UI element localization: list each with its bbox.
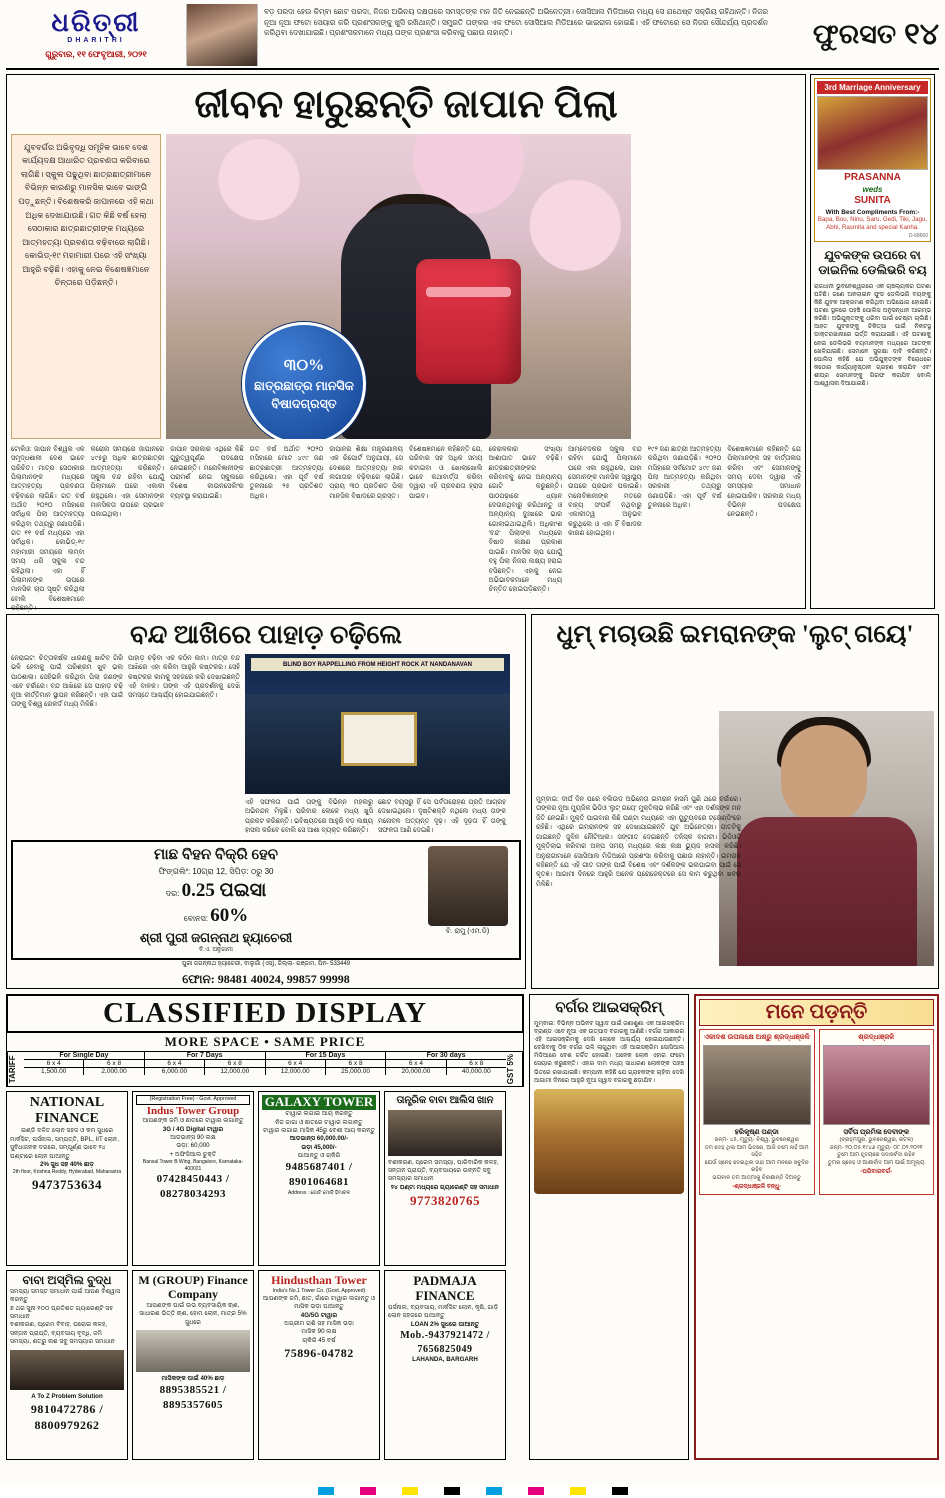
ad-line: ଭଡ଼ା: 60,000 bbox=[176, 1142, 210, 1150]
tariff-label: TARIFF bbox=[7, 1052, 24, 1086]
obituary-title: ମନେ ପଡ଼ନ୍ତି bbox=[699, 999, 934, 1026]
fish-ad-portrait bbox=[428, 846, 508, 926]
ad-line: ଭଡ଼ା 45,000/- bbox=[301, 1143, 337, 1151]
color-patch-cyan bbox=[486, 1487, 502, 1495]
color-patch-yellow bbox=[402, 1487, 418, 1495]
top-right-column: ବିଶେଷଜ୍ଞମାନେ କହିଛନ୍ତି ଯେ ପିଲାମାନଙ୍କ ସହ ବାର୍ତ୍ତାଳାପ କରିବା ଏବଂ ସେମାନଙ୍କୁ ସମୟ ଦେବା ଦ୍ୱାରା ଏହି ସମସ୍ୟାର ସମାଧାନ ହୋଇପାରିବ। ସରକାର ମଧ୍ୟ ବିଭିନ୍ନ ପଦକ୍ଷେପ ନେଇଛନ୍ତି। bbox=[727, 445, 801, 519]
ad-address: Bansal Tower B Wing, Bangalore, Karnataka-400021 bbox=[142, 1158, 244, 1172]
obituary-section bbox=[694, 994, 939, 1460]
tariff-rate: 2,000.00 bbox=[84, 1068, 144, 1075]
color-patch-yellow bbox=[570, 1487, 586, 1495]
classified-ad[interactable] bbox=[258, 1270, 380, 1460]
ad-phone[interactable]: 9810472786 / 8800979262 bbox=[30, 1401, 104, 1433]
gst-note: GST 5% bbox=[506, 1052, 523, 1086]
anniversary-from: Bapa, Bou, Ninu, Saru, Gedi, Tiki, Jagu, Abhi, Rasmita and special Kanha. bbox=[817, 216, 928, 232]
ad-line: ପାଆନ୍ତୁ ଓ ଚାକିରି bbox=[297, 1151, 341, 1159]
tariff-rate: 12,000.00 bbox=[205, 1068, 265, 1075]
ad-badge: (Registration Free) - Govt. Approved bbox=[136, 1095, 250, 1104]
ad-line: ଇଣ୍ଡି ଦଳିତ ଲୋନ ସହଜ ଓ କମ ସୁଧରେ bbox=[20, 1127, 114, 1135]
masthead-actress-photo bbox=[186, 4, 258, 66]
obituary-name: ହରିକୃଷ୍ଣ ପଣ୍ଡା bbox=[734, 1128, 779, 1137]
obituary-portrait bbox=[703, 1045, 811, 1125]
tariff-rate: 12,000.00 bbox=[266, 1068, 326, 1075]
top-right-column: ୧୯୨ ଜଣ ଛାତ୍ରୀ ଆତ୍ମହତ୍ୟା କରିଥିବା ଜଣାପଡ଼ିଛି। ୨୦୨୦ ମସିହାରେ ସର୍ବମୋଟ ୪୯୯ ଜଣ ପିଲା ଆତ୍ମହତ୍ୟା କରିଥିବା ସରକାରୀ ତଥ୍ୟରୁ ଜଣାପଡ଼ିଛି। ଏହା ପୂର୍ବ ବର୍ଷ ତୁଳନାରେ ଅଧିକ। bbox=[647, 445, 722, 509]
lead-column: ଗତ ବର୍ଷ ଅର୍ଥାତ ୨୦୨୦ ମସିହାରେ ମୋଟ ୪୯୯ ଜଣ ଛାତ୍ରଛାତ୍ରୀ ଆତ୍ମହତ୍ୟା କରିଥିଲେ। ଏହା ପୂର୍ବ ବର୍ଷ ତୁଳନାରେ ୨୫ ପ୍ରତିଶତ ଅଧିକ। bbox=[249, 445, 324, 500]
middle-section bbox=[6, 614, 939, 989]
logo-text: ଧରିତ୍ରୀ bbox=[51, 8, 141, 37]
classified-ad[interactable] bbox=[6, 1270, 128, 1460]
ad-code: D-68660 bbox=[908, 232, 928, 239]
lead-photo bbox=[166, 134, 631, 439]
obituary-line: ତୁମର ସ୍ନେହ ଓ ଆଶୀର୍ବାଦ ଆମ ପାଇଁ ଅମୂଲ୍ୟ bbox=[827, 1159, 925, 1166]
ad-line: 2% ସୁଧ ସହ 40% ଛାଡ଼ bbox=[40, 1160, 94, 1168]
photo-detail-certificate bbox=[341, 712, 417, 766]
lead-column: ବିଶେଷଜ୍ଞମାନେ କହିଛନ୍ତି ଯେ, ପରିବାର ସହ ଅଧିକ ସମୟ କଟାଇବା ଓ ଖୋଲାଖୋଲି ଭାବେ କଥାବାର୍ତ୍ତା କରିବା ଦ୍ୱାରା ଏହି ପ୍ରବଣତା ହ୍ରାସ ପାଇବ। bbox=[408, 445, 483, 500]
issue-date: ଗୁରୁବାର, ୧୧ ଫେବୃଆରୀ, ୨୦୨୧ bbox=[45, 49, 147, 59]
classified-subtitle: MORE SPACE • SAME PRICE bbox=[6, 1033, 524, 1052]
photo-detail-backpack bbox=[416, 259, 521, 384]
newspaper-logo bbox=[6, 4, 186, 66]
lead-intro-box: ଯୁବବର୍ଗର ଅଭିବୃଦ୍ଧି ସମୂହିକ ଭାବେ ଦେଶ କାର୍ଯ୍ୟଦକ୍ଷ ଆଧାରିତ ପ୍ରବଣତା କରିବାରେ ଲାଗିଛି। ସ୍କୁଲ ପଢୁଥିବା ଛାତ୍ରଛାତ୍ରୀମାନେ ବିଭିନ୍ନ କାରଣରୁ ମାନସିକ ଭାବେ ଭାଙ୍ଗି ପଡ଼ୁଛନ୍ତି। ବିଶେଷକରି ଜାପାନରେ ଏହି କଥା ଅଧିକ ଦେଖାଯାଉଛି। ଗତ କିଛି ବର୍ଷ ହେଲା ସେଠାକାର ଛାତ୍ରଛାତ୍ରୀଙ୍କ ମଧ୍ୟରେ ଆତ୍ମହତ୍ୟା ପ୍ରବଣତା ବଢ଼ିବାରେ ଲାଗିଛି। କୋଭିଡ୍‌-୧୯ ମହାମାରୀ ପରେ ଏହି ସଂଖ୍ୟା ଆହୁରି ବଢ଼ିଛି। ଏହାକୁ ନେଇ ବିଶେଷଜ୍ଞମାନେ ଚିନ୍ତାରେ ପଡ଼ିଛନ୍ତି। bbox=[11, 134, 161, 439]
classified-ad[interactable] bbox=[132, 1270, 254, 1460]
anniversary-weds: weds bbox=[862, 184, 883, 194]
fish-bonus-label: ବୋନସ: bbox=[183, 914, 208, 924]
burger-photo bbox=[534, 1089, 684, 1194]
logo-subtext: DHARITRI bbox=[67, 37, 125, 44]
fish-ad-address: ପୁରୀ ଜଗନ୍ନାଥ ହ୍ୟାଚେରୀ, ବାଲୁଗାଁ (ଏସ୍), ଜିଲ୍ଲା- ଗଞ୍ଜାମ, ପିନ- 533449 bbox=[181, 961, 351, 968]
tariff-size: 6 x 4 bbox=[266, 1060, 326, 1068]
tariff-size: 6 x 4 bbox=[24, 1060, 84, 1068]
burger-headline: ବର୍ଗର ଆଇସକ୍ରିମ୍ bbox=[555, 1000, 663, 1016]
obituary-line: ଭଗବାନ ତମ ଆତ୍ମାକୁ ଚିରଶାନ୍ତି ଦିଅନ୍ତୁ bbox=[712, 1174, 802, 1181]
ad-line: ଟାୱାର ଲଗାଇ ଆୟ କରନ୍ତୁ bbox=[285, 1110, 353, 1118]
ad-line: A To Z Problem Solution bbox=[31, 1392, 103, 1400]
lead-column-side: ଟୋକିଓ: ଜାପାନ ବିଶ୍ୱର ଏକ ସମୃଦ୍ଧଶାଳୀ ଦେଶ ଭାବେ ପରିଚିତ। ମାତ୍ର ସେଠାକାର ପିଲାମାନଙ୍କ ମଧ୍ୟରେ ଆତ୍ମହତ୍ୟା ପ୍ରବଣତା ବଢ଼ିବାରେ ଲାଗିଛି। ଗତ ବର୍ଷ ଅର୍ଥାତ ୨୦୨୦ ମସିହାରେ ସର୍ବାଧିକ ପିଲା ଆତ୍ମହତ୍ୟା କରିଥିବା ତଥ୍ୟରୁ ଜଣାପଡ଼ିଛି। ଗତ ୧୧ ବର୍ଷ ମଧ୍ୟରେ ଏହା ସର୍ବାଧିକ। କୋଭିଡ୍‌-୧୯ ମହାମାରୀ ସମୟରେ ଲମ୍ବା ସମୟ ଧରି ସ୍କୁଲ ବନ୍ଦ ରହିଥିଲା। ଏହା ହିଁ ପିଲାମାନଙ୍କ ଉପରେ ମାନସିକ ଚାପ ସୃଷ୍ଟି କରିଥିଲା ବୋଲି ବିଶେଷଜ୍ଞମାନେ କହିଛନ୍ତି। bbox=[11, 445, 85, 612]
ad-line: ନିଜ ଜାଗା ଓ ଛାତରେ ଟାୱାର ଲଗାନ୍ତୁ bbox=[275, 1118, 363, 1126]
masthead-brief: ବଡ଼ ପରଦା ହେଉ କିମ୍ବା ଛୋଟ ପରଦା, ନିଜର ଅଭିନୟ ଦକ୍ଷତାରେ ସମସ୍ତଙ୍କ ମନ ଜିତି ନେଇଛନ୍ତି ଅଭିନେତ୍ରୀ। ସୋସିଆଲ ମିଡିଆରେ ମଧ୍ୟ ସେ ଯଥେଷ୍ଟ ସକ୍ରିୟ ରହିଥାନ୍ତି। ନିଜର ନୂଆ ନୂଆ ଫଟୋ ସେୟାର କରି ପ୍ରଶଂସକଙ୍କୁ ଖୁସି ରଖିଥାନ୍ତି। ସମ୍ପ୍ରତି ତାଙ୍କର ଏକ ଫଟୋ ସୋସିଆଲ ମିଡିଆରେ ଭାଇରାଲ ହୋଇଛି। ଏହି ଫଟୋରେ ସେ ନିଜର ସୌନ୍ଦର୍ଯ୍ୟ ପ୍ରଦର୍ଶନ କରିଥିବା ଦେଖାଯାଇଛି। ପ୍ରଶଂସକମାନେ ମଧ୍ୟ ତାଙ୍କ ପ୍ରଶଂସା କରିବାକୁ ପଛାଉ ନାହାନ୍ତି। bbox=[264, 7, 768, 38]
page-number: ୧୪ bbox=[904, 18, 939, 51]
ad-phone[interactable]: 75896-04782 bbox=[284, 1346, 354, 1361]
ad-line: 3G / 4G Digital ଟାୱାର bbox=[162, 1125, 224, 1133]
ad-line: ଟାୱାର ଲଗାଇ ମାସିକ 45ରୁ ବେଶୀ ଆୟ କରନ୍ତୁ bbox=[262, 1126, 375, 1134]
ad-title: PADMAJA FINANCE bbox=[413, 1273, 477, 1304]
mountain-article bbox=[6, 614, 526, 989]
obituary-name: ସର୍ବିତା ପ୍ରମିଳା ଦେବୀଙ୍କ bbox=[843, 1128, 910, 1137]
obituary-card[interactable] bbox=[819, 1029, 935, 1195]
fish-phone-label: ଫୋନ: bbox=[182, 971, 215, 986]
tariff-rate: 1,500.00 bbox=[24, 1068, 84, 1075]
ad-line: ୭ ଥର ସୁନା ୧୦୦ ପ୍ରତିଶତ ଗ୍ୟାରେଣ୍ଟି ସହ ସମାଧାନ bbox=[10, 1304, 114, 1321]
anniversary-compliments: With Best Compliments From:- bbox=[825, 209, 920, 216]
ad-line: ଆପଣଙ୍କ ପାଇଁ ଉଭ ବ୍ୟବସାୟିକ ଋଣ, ସାଧାରଣ ଭିତ୍ତି ଋଣ, ହୋମ ଲୋନ, ମାତ୍ର 5% ସୁଧରେ bbox=[139, 1301, 247, 1326]
color-patch-magenta bbox=[528, 1487, 544, 1495]
classified-ad[interactable] bbox=[384, 1091, 506, 1266]
section-title: ଫୁରସତ bbox=[812, 19, 897, 49]
ad-badge: India's No.1 Tower Co. (Govt. Approved) bbox=[272, 1288, 366, 1295]
obituary-line: ଜନ୍ମ- ୨୦.୦୫.୧୯୪୬ ମୃତ୍ୟୁ- ୦୮.୦୨.୨୦୨୧ bbox=[829, 1144, 923, 1151]
ad-title: M (GROUP) Finance Company bbox=[138, 1273, 248, 1302]
lower-section bbox=[6, 994, 939, 1460]
ad-line: ଚାକିରି 45 ବର୍ଷ bbox=[302, 1336, 336, 1344]
obituary-line: ତୁମେ ଆମ ହୃଦୟରେ ସଦାସର୍ବଦା ରହିବ bbox=[837, 1152, 916, 1159]
obituary-footer: -ଶ୍ରଦ୍ଧାଞ୍ଜଳି ବନ୍ଧୁ- bbox=[732, 1184, 782, 1191]
stat-bubble bbox=[242, 322, 366, 439]
tariff-period: For 30 days bbox=[386, 1052, 506, 1060]
side-story-headline: ଯୁବକଙ୍କ ଉପରେ ବା ଡାଇନିଲ ଡେଲିଭରି ବୟ bbox=[818, 247, 927, 278]
mountain-column: ଛୋଟ ବୟସରୁ ହିଁ ସେ ପର୍ବତାରୋହଣ ପ୍ରତି ଆଗ୍ରହ ଦେଖାଇଥିଲେ। ଦୃଷ୍ଟିଶକ୍ତି ନଥିଲେ ମଧ୍ୟ ତାଙ୍କ ମନୋବଳ ଅତ୍ୟନ୍ତ ଦୃଢ଼। ଏହି ଦୃଢ଼ତା ହିଁ ତାଙ୍କୁ ସଫଳତା ଆଣି ଦେଇଛି। bbox=[378, 799, 506, 834]
ad-illustration bbox=[136, 1330, 250, 1372]
ad-title: Indus Tower Group bbox=[146, 1104, 240, 1117]
fish-rate-label: ଦର: bbox=[165, 889, 180, 899]
ad-title: Hindusthan Tower bbox=[271, 1273, 367, 1288]
tariff-size: 6 x 8 bbox=[326, 1060, 386, 1068]
ad-address: 2th floor, Krishna Reddy, Hyderabad, Maharastra bbox=[12, 1169, 122, 1176]
obituary-top-text: ଶ୍ରଦ୍ଧାଞ୍ଜଳି bbox=[858, 1034, 895, 1041]
photo-detail-face bbox=[781, 725, 867, 825]
anniversary-ad[interactable] bbox=[814, 78, 931, 242]
ad-line: ଆପଣଙ୍କ ଜମି, ଛାତ, ଗାଁରେ ଟାୱାର ଲଗାନ୍ତୁ ଓ ମାସିକ ଭଡ଼ା ପାଆନ୍ତୁ bbox=[262, 1295, 376, 1311]
tariff-size: 6 x 8 bbox=[447, 1060, 506, 1068]
tariff-size: 6 x 4 bbox=[145, 1060, 205, 1068]
ad-line: ବଶୀକରଣ, ପ୍ରେମ ସମସ୍ୟା, ପାରିବାରିକ କଳହ, ସନ୍ତାନ ପ୍ରାପ୍ତି, ବ୍ୟବସାୟରେ ଉନ୍ନତି ସବୁ ସମସ୍ୟାର ସମାଧାନ bbox=[388, 1158, 499, 1183]
side-story-body: ରାଜଧାନୀ ଭୁବନେଶ୍ୱରରେ ଏକ ଚାଞ୍ଚଲ୍ୟକର ଘଟଣା ଘଟିଛି। ଜଣେ ଅନଲାଇନ ଫୁଡ ଡେଲିଭରି ବୟଙ୍କୁ କିଛି ଯୁବକ ଆକ୍ରମଣ କରିଥିବା ଅଭିଯୋଗ ହୋଇଛି। ଘଟଣା ସ୍ଥଳରେ ପହଞ୍ଚି ପୋଲିସ ଅନୁସନ୍ଧାନ ଆରମ୍ଭ କରିଛି। ଅଭିଯୁକ୍ତଙ୍କୁ ଧରିବା ପାଇଁ ଚେଷ୍ଟା ଚାଲିଛି। ଆହତ ଯୁବକଙ୍କୁ ଚିକିତ୍ସା ପାଇଁ ନିକଟସ୍ଥ ଡାକ୍ତରଖାନାରେ ଭର୍ତ୍ତି କରାଯାଇଛି। ଏହି ଘଟଣାକୁ ନେଇ ଡେଲିଭରି ବୟମାନଙ୍କ ମଧ୍ୟରେ ଆତଙ୍କ ଖେଳିଯାଇଛି। ସେମାନେ ସୁରକ୍ଷା ଦାବି କରିଛନ୍ତି। ପୋଲିସ କହିଛି ଯେ ଅଭିଯୁକ୍ତଙ୍କ ବିରୋଧରେ କଠୋର କାର୍ଯ୍ୟାନୁଷ୍ଠାନ ଗ୍ରହଣ କରାଯିବ ଏବଂ ଶୀଘ୍ର ସେମାନଙ୍କୁ ଗିରଫ କରାଯିବ ବୋଲି ଆଶ୍ୱାସନା ଦିଆଯାଇଛି। bbox=[814, 283, 931, 388]
anniversary-photo bbox=[817, 96, 928, 170]
ad-line: ମାସିକ 90 ଲକ୍ଷ bbox=[301, 1328, 337, 1336]
ad-line: ମାର୍କସିଟ, ପର୍ସନାଲ, ସମ୍ପତ୍ତି, BPL, IIT ଲୋନ, ସୁବିଧାଜନକ ଦରରେ, ସମ୍ପୂର୍ଣ୍ଣ ଭାବେ ୨୪ ଘଣ୍ଟାରେ ଲୋନ ପାଆନ୍ତୁ bbox=[10, 1135, 119, 1160]
tariff-table bbox=[6, 1052, 524, 1087]
tariff-rate: 20,000.00 bbox=[386, 1068, 446, 1075]
mountain-photo bbox=[245, 654, 510, 794]
ad-portrait bbox=[10, 1350, 124, 1390]
ad-line: ମାସିକଙ୍କ ପାଇଁ 40% ଛାଡ଼ bbox=[161, 1374, 225, 1382]
ad-portrait bbox=[388, 1110, 502, 1156]
ad-phone[interactable]: 9485687401 / 8901064681 bbox=[285, 1161, 353, 1189]
color-patch-cyan bbox=[318, 1487, 334, 1495]
color-patch-black bbox=[444, 1487, 460, 1495]
ad-line: + ଅଫିସିଆଲ ଚୁକ୍ତି bbox=[169, 1150, 217, 1158]
ad-line: ଅଗ୍ରୀମ ରାଶି ସହ ମାସିକ ଭଡ଼ା bbox=[284, 1320, 354, 1328]
ad-line: ଆପଣଙ୍କ ଜମି ଓ ଛାତରେ ଟାୱାର ଲଗାନ୍ତୁ bbox=[142, 1117, 244, 1125]
stat-label: ଛାତ୍ରଛାତ୍ର ମାନସିକ ବିଷାଦଗ୍ରସ୍ତ bbox=[254, 379, 354, 412]
ad-phone[interactable]: 9773820765 bbox=[410, 1193, 480, 1209]
ad-phone[interactable]: 07428450443 / 08278034293 bbox=[156, 1173, 230, 1201]
mountain-column: ପାହାଡ଼ ଚଢ଼ିବା ଏକ କଠିନ କାମ। ମାତ୍ର ବନ୍ଦ ଆଖିରେ ଏହା କରିବା ଆହୁରି କଷ୍ଟକର। ସେହି କଷ୍ଟକର କାମକୁ ସହଜରେ କରି ଦେଖାଇଛନ୍ତି ଏହି ବାଳକ। ତାଙ୍କ ଏହି ପ୍ରଦର୍ଶନକୁ ଦେଖି ସମସ୍ତେ ଆଶ୍ଚର୍ଯ୍ୟ ହୋଇଯାଇଛନ୍ତି। bbox=[128, 655, 240, 700]
burger-article bbox=[529, 994, 689, 1460]
lower-right bbox=[529, 994, 939, 1460]
obituary-dates: (ବ୍ରହ୍ମପୁର, ଭୁବନେଶ୍ୱର, କଟକ) bbox=[839, 1137, 913, 1144]
burger-body: ମୁମ୍ବାଇ: ବିଭିନ୍ନ ଅଭିନବ ସ୍ୱାଦ ପାଇଁ ଜଣାଶୁଣା ଏକ ଆଇସକ୍ରିମ ବ୍ରାଣ୍ଡ ଏବେ ନୂଆ ଏକ ଉତ୍ପାଦ ବଜାରକୁ ଆଣିଛି। ବର୍ଗର ଆକାରର ଏହି ଆଇସକ୍ରିମକୁ ଦେଖି ଲୋକେ ଆଶ୍ଚର୍ଯ୍ୟ ହୋଇଯାଉଛନ୍ତି। ଦେଖିବାକୁ ଠିକ ବର୍ଗର ଭଳି ଲାଗୁଥିବା ଏହି ଆଇସକ୍ରିମ ସୋସିଆଲ ମିଡିଆରେ ବେଶ ଚର୍ଚ୍ଚିତ ହୋଇଛି। ଅନେକ ଲୋକ ଏହାର ଫଟୋ ସେୟାର କରୁଛନ୍ତି। ଏହାର ଦାମ ମଧ୍ୟ ସାଧାରଣ ଲୋକଙ୍କ ପହଞ୍ଚ ଭିତରେ ରଖାଯାଇଛି। କମ୍ପାନୀ କହିଛି ଯେ ଗ୍ରାହକଙ୍କ ଚାହିଦା ଦେଖି ଆଗାମୀ ଦିନରେ ଆହୁରି ନୂଆ ସ୍ୱାଦ ବଜାରକୁ ଛଡ଼ାଯିବ। bbox=[534, 1021, 684, 1084]
top-right-column: କେରାଳକାର ସଂଖ୍ୟା ଆଶାଘାତ ଭାବେ ବଢ଼ିଛି। ଛାତ୍ରଛାତ୍ରୀଙ୍କର କରିବାବକୁ ନେଇ ଅନ୍ୟାନ୍ୟ ଗୋଟି କରୁଛନ୍ତି। ପାଠପଢ଼ାରେ ଧ୍ୟାନ ଦେଉନଥିବାରୁ କରିଥାନ୍ତୁ ଓ ଅନ୍ୟାନ୍ୟ ଦୁଃଖରେ ଭାର ଗୋଲାଇଥାଇଥିଲି। ଅଧିକାଂଶ 'ବନ୍ଦ' ପିଲାଙ୍କ ମଧ୍ୟରେ ବିଷାଦ ଲକ୍ଷଣ ପ୍ରକାଶ ପାଇଛି। ମାନସିକ ଚାପ ଯୋଗୁଁ ବହୁ ପିଲା ନିଜର ଲକ୍ଷ୍ୟ ହରାଇ ବସିଛନ୍ତି। ଏହାକୁ ନେଇ ଅଭିଭାବକମାନେ ମଧ୍ୟ ଚିନ୍ତିତ ହୋଇପଡ଼ିଛନ୍ତି। bbox=[488, 445, 563, 594]
classified-ad[interactable] bbox=[258, 1091, 380, 1266]
mountain-column: ଏହି ସଫଳତା ପାଇଁ ତାଙ୍କୁ ବିଭିନ୍ନ ମହଲରୁ ଅଭିନନ୍ଦନ ମିଳୁଛି। ପରିବାର ଲୋକେ ମଧ୍ୟ ଖୁସି ପ୍ରକଟ କରିଛନ୍ତି। ଭବିଷ୍ୟତରେ ଆହୁରି ବଡ଼ ଲକ୍ଷ୍ୟ ହାସଲ କରିବେ ବୋଲି ସେ ଆଶା ବ୍ୟକ୍ତ କରିଛନ୍ତି। bbox=[245, 799, 373, 834]
tariff-size: 6 x 8 bbox=[84, 1060, 144, 1068]
top-section bbox=[6, 74, 939, 612]
fish-phone-number: 98481 40024, 99857 99998 bbox=[217, 971, 350, 986]
fish-person: ବି.ଏ. ଅନୁଗାମୀ bbox=[199, 947, 233, 954]
fish-ad-phone bbox=[11, 972, 521, 987]
lead-headline: ଜୀବନ ହାରୁଛନ୍ତି ଜାପାନ ପିଲା bbox=[194, 83, 618, 126]
ad-phone[interactable]: Mob.-9437921472 / 7656825049 bbox=[400, 1330, 490, 1355]
classified-ad[interactable] bbox=[132, 1091, 254, 1266]
tariff-rate: 6,000.00 bbox=[145, 1068, 205, 1075]
photo-detail-tshirt bbox=[737, 817, 917, 966]
ad-title: ବାବା ଅସ୍‌ମିଲ ବୁଦ୍ଧ bbox=[22, 1273, 112, 1288]
stat-percent: ୩୦% bbox=[283, 357, 325, 375]
imran-headline: ଧୁମ୍ ମଚାଉଛି ଇମରାନଙ୍କ 'ଲୁଟ୍ ଗୟେ' bbox=[556, 621, 914, 648]
ad-line: LOAN 2% ସୁଧରେ ପାଆନ୍ତୁ bbox=[410, 1320, 480, 1328]
classified-ads-grid bbox=[6, 1091, 524, 1460]
obituary-line: ତମ ଦେହ ଥିଲା ଆମ ଭିତରେ, ଆଜି ତମେ ନାହଁ ଆମ ସହିତ bbox=[704, 1144, 809, 1159]
anniversary-bride: SUNITA bbox=[854, 194, 891, 206]
top-right-column: ଆମ୍ବେଦକର ସ୍କୁଲ ବନ୍ଦ ରହିବା ଯୋଗୁଁ ପିଲାମାନେ ଘରେ ଏକା ରହୁଥିଲେ, ଯାହା ସେମାନଙ୍କ ମାନସିକ ସ୍ୱାସ୍ଥ୍ୟ ଉପରେ ପ୍ରଭାବ ପକାଇଛି। ମନୋବିଜ୍ଞାନୀଙ୍କ ମତରେ ବାହ୍ୟ ସଂପର୍କ ନଥିବାରୁ ଏକାକୀତ୍ୱ ଅନୁଭବ କରୁଥିଲେ ଓ ଏହା ହିଁ ବିଷାଦର କାରଣ ହୋଇଥିଲା। bbox=[568, 445, 642, 538]
lead-column: ଜାପାନର ଶିକ୍ଷା ମନ୍ତ୍ରଣାଳୟ ଏକ ରିପୋର୍ଟ ଅନୁଯାୟୀ, ସେ ଦେଶରେ ଆତ୍ମହତ୍ୟା ହାର ଲଗାତାର ବଢ଼ିବାରେ ଲାଗିଛି। ପ୍ରାୟ ୩୦ ପ୍ରତିଶତ ପିଲା ମାନସିକ ବିଷାଦରେ ଗ୍ରସ୍ତ। bbox=[329, 445, 403, 500]
fish-bonus-value: 60% bbox=[210, 905, 249, 927]
ad-line: ଆଡଭାନ୍ସ 90 ଲକ୍ଷ bbox=[170, 1133, 216, 1141]
top-right-sidebar bbox=[810, 74, 935, 609]
obituary-line: ଯେଉଁ ସ୍ନେହ ଦେଇଥିଲ ତାହା ଆମ ମନରେ ସବୁଦିନ ରହିବ bbox=[704, 1159, 809, 1174]
masthead-right bbox=[774, 4, 939, 66]
lead-body-columns bbox=[11, 445, 801, 613]
fish-seed-ad[interactable] bbox=[11, 840, 521, 960]
color-patch-magenta bbox=[360, 1487, 376, 1495]
mountain-column: ନେରାଇଟ: ଚିତ୍ତାକର୍ଷକ ଧାରଣକୁ ଖାଟିବ ଗିରି ଭଳି ହେବାକୁ ପାଇଁ ପରିଶ୍ରମ ଖୁବ ଭଲ ପାଠଶାଳା। ସେହିଭଳି କରିଥିବା ପିଲା ଜଣଙ୍କ ଏବେ ଚର୍ଚ୍ଚାରେ। ବନ୍ଦ ଆଖିରେ ସେ ପାହାଡ଼ ଚଢ଼ି ନୂଆ କୀର୍ତ୍ତିମାନ ସ୍ଥାପନ କରିଛନ୍ତି। ଏହା ପାଇଁ ତାଙ୍କୁ ବିଶ୍ୱ ରେକର୍ଡ ମଧ୍ୟ ମିଳିଛି। bbox=[11, 655, 123, 709]
masthead bbox=[6, 4, 939, 70]
fish-rate-value: 0.25 ପଇସା bbox=[181, 880, 267, 902]
tariff-size: 6 x 4 bbox=[386, 1060, 446, 1068]
ad-address: Address : ଗୋଟି ମୋବି ହିମାଚଳ bbox=[288, 1190, 350, 1197]
obituary-top-text: ଏକାଦଶ ଉପଲକ୍ଷେ ଅଶ୍ରୁ ଶ୍ରଦ୍ଧାଞ୍ଜଳି bbox=[703, 1034, 810, 1041]
lead-column: କରୋନା ସମୟରେ ଜାପାନରେ ୪୯୫ରୁ ଅଧିକ ଛାତ୍ରଛାତ୍ରୀ ଆତ୍ମହତ୍ୟା କରିଛନ୍ତି। ସ୍କୁଲ ବନ୍ଦ ରହିବା ଯୋଗୁଁ ପିଲାମାନେ ଘରେ ଏକାକୀ ରହୁଥିଲେ। ଏହା ସେମାନଙ୍କ ମାନସିକତା ଉପରେ ପ୍ରଭାବ ପକାଇଥିଲା। bbox=[90, 445, 165, 519]
ad-line: ୨୪ ଘଣ୍ଟା ମଧ୍ୟରେ ଗ୍ୟାରେଣ୍ଟି ସହ ସମାଧାନ bbox=[390, 1183, 500, 1191]
fish-ad-spec: ଫିଙ୍ଗଲିଂ: 10ଗ୍ରା 12, ସିପିଡ଼: ଠରୁ 30 bbox=[158, 867, 274, 877]
tariff-period: For Single Day bbox=[24, 1052, 145, 1060]
tariff-period: For 15 Days bbox=[266, 1052, 387, 1060]
classified-ad[interactable] bbox=[384, 1270, 506, 1460]
tariff-size: 6 x 8 bbox=[205, 1060, 265, 1068]
classified-title: CLASSIFIED DISPLAY bbox=[6, 994, 524, 1033]
fish-hatchery-name: ଶ୍ରୀ ପୁରୀ ଜଗନ୍ନାଥ ହ୍ୟାଚେରୀ bbox=[139, 930, 293, 946]
ad-line: ବଶୀକରଣ, ପ୍ରେମ ବିବାହ, ଘରୋଇ କଳହ, ସନ୍ତାନ ପ୍ରାପ୍ତି, ବ୍ୟବସାୟ ବୃଦ୍ଧି, ଜମି ସମସ୍ୟା, ଶତ୍ରୁ ନାଶ ସବୁ ସମସ୍ୟାର ସମାଧାନ bbox=[10, 1321, 115, 1346]
imran-article bbox=[531, 614, 939, 989]
ad-line: 4G/5G ଟାୱାର bbox=[300, 1311, 338, 1319]
mountain-headline: ବନ୍ଦ ଆଖିରେ ପାହାଡ଼ ଚଢ଼ିଲେ bbox=[129, 620, 403, 649]
anniversary-groom: PRASANNA bbox=[844, 172, 901, 183]
classified-display bbox=[6, 994, 524, 1460]
anniversary-title: 3rd Marriage Anniversary bbox=[817, 81, 928, 94]
ad-line: ଆଡଭାନ୍ସ 60,000.00/- bbox=[289, 1135, 349, 1143]
photo-banner-text: BLIND BOY RAPPELLING FROM HEIGHT ROCK AT NANDANAVAN bbox=[251, 658, 504, 671]
imran-photo bbox=[719, 711, 934, 966]
classified-ad[interactable] bbox=[6, 1091, 128, 1266]
obituary-portrait bbox=[823, 1045, 931, 1125]
lead-article bbox=[6, 74, 806, 612]
imran-body: ମୁମ୍ବାଇ: ଦୀର୍ଘ ଦିନ ପରେ ବଲିଉଡ ଅଭିନେତା ଇମରାନ ହାସମି ପୁଣି ଥରେ ଚର୍ଚ୍ଚାରେ। ତାଙ୍କର ନୂଆ ମ୍ୟୁଜିକ ଭିଡିଓ 'ଲୁଟ୍ ଗୟେ' ମୁକ୍ତିଲାଭ କରିଛି ଏବଂ ଏହା ଦର୍ଶକଙ୍କ ମନ ଜିତି ନେଇଛି। ମୁକ୍ତି ପାଇବାର କିଛି ଘଣ୍ଟା ମଧ୍ୟରେ ଏହା ୟୁଟ୍ୟୁବରେ ଟ୍ରେଣ୍ଡିଂରେ ରହିଛି। ଏଥିରେ ଇମରାନଙ୍କ ସହ ଦେଖାଯାଇଛନ୍ତି ଯୁବ ଅଭିନେତ୍ରୀ। ଗୀତଟିକୁ ଗାଇଛନ୍ତି ଜୁବିନ ନୌଟିଆଲ। ସଙ୍ଗୀତ ଦେଇଛନ୍ତି ତନିସ୍କ ବାଗଚୀ। ଭିଡିଓଟି ମୁକ୍ତିଲାଭ କରିବାର ଅଳ୍ପ ସମୟ ମଧ୍ୟରେ ଲକ୍ଷ ଲକ୍ଷ ଭ୍ୟୁଜ ହାସଲ କରିଛି। ଅନୁରାଗୀମାନେ ସୋସିଆଲ ମିଡିଆରେ ପ୍ରଶଂସା କରିବାକୁ ପଛାଉ ନାହାନ୍ତି। ଇମରାନ କହିଛନ୍ତି ଯେ ଏହି ଗୀତ ତାଙ୍କ ପାଇଁ ବିଶେଷ ଏବଂ ଦର୍ଶକଙ୍କ ଭଲପାଇବା ପାଇଁ ସେ କୃତଜ୍ଞ। ଆଗାମୀ ଦିନରେ ଆହୁରି ଅନେକ ପ୍ରୋଜେକ୍ଟରେ ସେ କାମ କରୁଥିବା ଖବର ମିଳିଛି। bbox=[536, 796, 741, 888]
tariff-period: For 7 Days bbox=[145, 1052, 266, 1060]
fish-ad-caption: ବି. ରାମୁ (ଏମ.ଡି) bbox=[445, 928, 490, 936]
obituary-dates: ଜନ୍ମ- ୪୫, ମୃତ୍ୟୁ- ବିଶ୍ୱ, ଭୁବନେଶ୍ୱର bbox=[714, 1137, 800, 1144]
ad-title: NATIONAL FINANCE bbox=[29, 1095, 105, 1127]
ad-phone[interactable]: 8895385521 / 8895357605 bbox=[159, 1384, 227, 1412]
ad-title: ତାନ୍ତ୍ରିକ ବାବା ଆଲିସ ଖାନ bbox=[396, 1095, 494, 1107]
ad-line: ସମସ୍ୟା ସମସ୍ତ ସମାଧାନ ପାଇଁ ଆପଣ ବିଶ୍ୱାସ କରନ୍ତୁ bbox=[10, 1288, 121, 1304]
fish-ad-title: ମାଛ ବିହନ ବିକ୍ରି ହେବ bbox=[154, 847, 278, 864]
lead-column: ଜାପାନ ସରକାର ଏଥିରେ କିଛି ଗୁରୁତ୍ୱପୂର୍ଣ୍ଣ ପଦକ୍ଷେପ ନେଇଛନ୍ତି। ମନୋବିଜ୍ଞାନୀଙ୍କ ପରାମର୍ଶ ନେଇ ସ୍କୁଲରେ ବିଶେଷ କାଉନସେଲିଂର ବ୍ୟବସ୍ଥା କରାଯାଇଛି। bbox=[170, 445, 244, 500]
ad-title: GALAXY TOWER bbox=[262, 1095, 376, 1110]
ad-phone[interactable]: 9473753634 bbox=[32, 1176, 102, 1192]
ad-address: LAHANDA, BARGARH bbox=[412, 1356, 478, 1364]
color-patch-black bbox=[612, 1487, 628, 1495]
tariff-rate: 40,000.00 bbox=[461, 1068, 491, 1075]
ad-line: ପର୍ସନାଲ, ବ୍ୟବସାୟ, ମାର୍କସିଟ ଲୋନ, କୃଷି, ଗାଡ଼ି ଲୋନ ସହଜରେ ପାଆନ୍ତୁ bbox=[388, 1304, 499, 1320]
tariff-rate: 25,000.00 bbox=[326, 1068, 386, 1075]
obituary-card[interactable] bbox=[699, 1029, 815, 1195]
print-registration-bar bbox=[0, 1484, 945, 1498]
obituary-footer: -ପରିବାରବର୍ଗ- bbox=[860, 1169, 893, 1176]
